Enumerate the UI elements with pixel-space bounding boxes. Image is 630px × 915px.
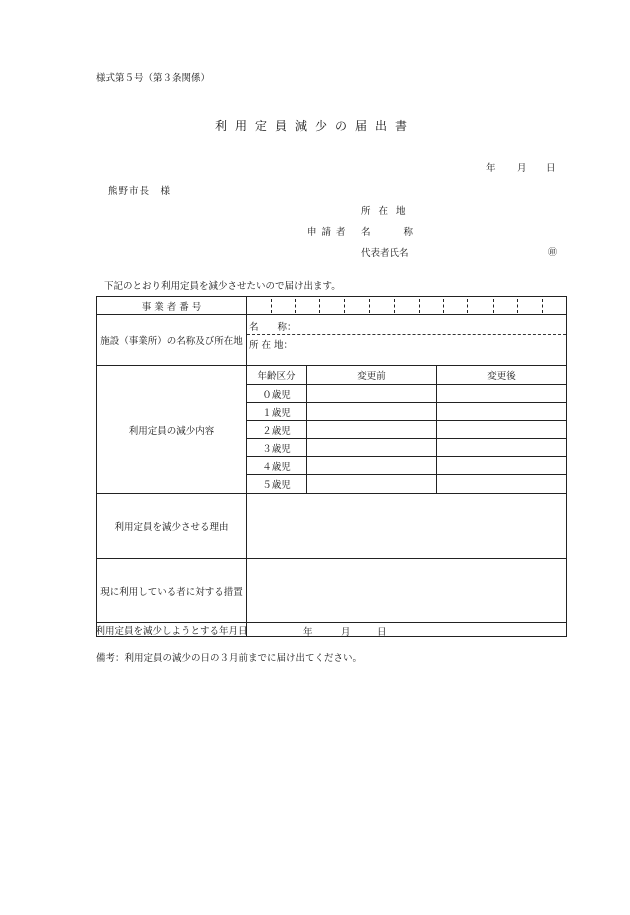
name-label-char-2: 称 (403, 227, 414, 238)
planned-date-day-label: 日 (377, 627, 387, 638)
form-table (96, 296, 567, 637)
business-number-box-divider (394, 299, 395, 313)
business-number-box-divider (344, 299, 345, 313)
date-day-label: 日 (546, 163, 556, 174)
form-number-label: 様式第５号（第３条関係） (96, 73, 211, 84)
business-number-box-divider (542, 299, 543, 313)
age-row-label: ４歳児 (262, 461, 291, 473)
age-row-label: １歳児 (262, 407, 291, 419)
facility-address-field-label: 所 在 地： (249, 340, 294, 351)
before-change-header: 変更前 (357, 371, 386, 382)
age-row-label: ５歳児 (262, 480, 291, 491)
business-number-box-divider (467, 299, 468, 313)
date-month-label: 月 (517, 163, 527, 174)
name-label-char-1: 名 (361, 227, 371, 238)
remarks-note: 備考：利用定員の減少の日の３月前までに届け出てください。 (96, 653, 363, 664)
business-number-box-divider (319, 299, 320, 313)
age-row-label: ０歳児 (262, 389, 291, 401)
business-number-box-divider (517, 299, 518, 313)
age-column-divider (306, 365, 307, 493)
name-label (361, 224, 413, 238)
intro-text: 下記のとおり利用定員を減少させたいので届け出ます。 (104, 281, 341, 292)
business-number-box-divider (443, 299, 444, 313)
document-title: 利用定員減少の届出書 (214, 119, 415, 133)
age-column-divider (436, 365, 437, 493)
reduction-content-label: 利用定員の減少内容 (128, 425, 215, 437)
age-row-label: ３歳児 (262, 443, 291, 455)
planned-date-month-label: 月 (341, 627, 351, 638)
applicant-label: 申請者 (307, 227, 351, 238)
planned-date-year-label: 年 (303, 627, 313, 638)
reduction-reason-label: 利用定員を減少させる理由 (114, 522, 229, 533)
facility-name-address-label: 施設（事業所）の名称及び所在地 (100, 336, 243, 347)
business-number-box-divider (419, 299, 420, 313)
age-row-label: ２歳児 (262, 425, 291, 437)
facility-dashed-divider (247, 334, 566, 335)
age-category-header: 年齢区分 (257, 371, 296, 382)
after-change-header: 変更後 (487, 371, 516, 382)
business-number-box-divider (295, 299, 296, 313)
addressee: 熊野市長 様 (108, 186, 172, 197)
current-users-measures-label: 現に利用している者に対する措置 (100, 586, 243, 598)
planned-reduction-date-label: 利用定員を減少しようとする年月日 (95, 625, 248, 637)
representative-name-label: 代表者氏名 (361, 248, 409, 259)
seal-icon: ㊞ (548, 248, 558, 258)
date-year-label: 年 (486, 163, 496, 174)
business-number-box-divider (271, 299, 272, 313)
address-label: 所在地 (361, 206, 414, 217)
business-number-label: 事 業 者 番 号 (141, 301, 202, 313)
business-number-box-divider (493, 299, 494, 313)
facility-name-field-label: 名 称： (249, 322, 297, 333)
business-number-box-divider (369, 299, 370, 313)
